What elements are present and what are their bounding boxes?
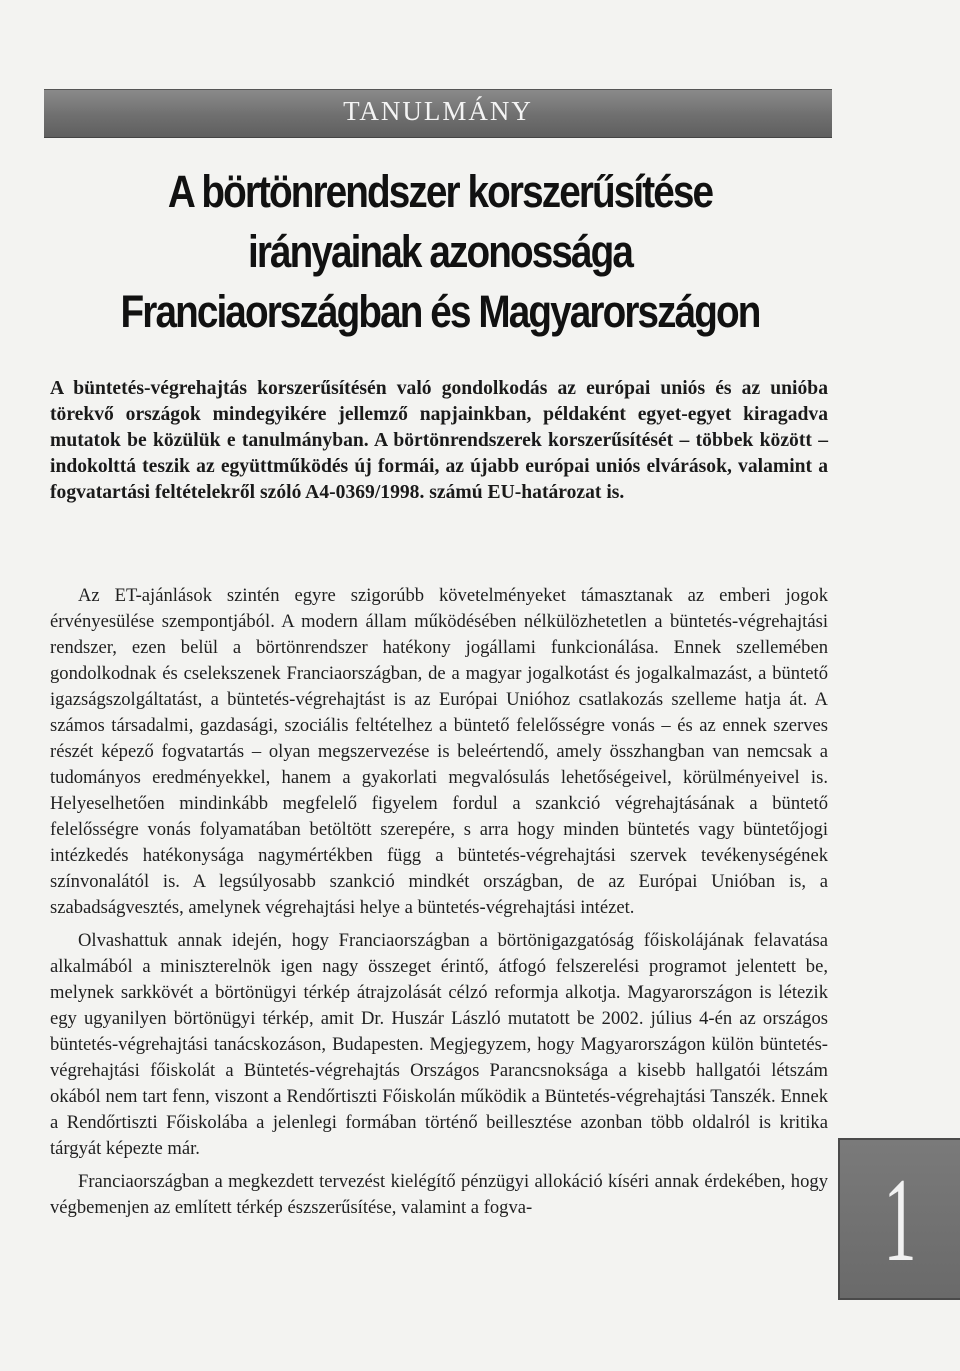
title-line-1: A börtönrendszer korszerűsítése [167,166,713,217]
title-line-2: irányainak azonossága [247,226,632,277]
body-paragraph-2: Olvashattuk annak idején, hogy Franciaországban a börtönigazgatóság főiskolájának felavatása alkalmából a miniszterelnök igen nagy összeget érintő, átfogó felszerelési programot jelentett be, melynek sarkkövét a börtönügyi térkép átrajzolását célzó reformja alkotja. Magyarországon is létezik egy ugyanilyen börtönügyi térkép, amit Dr. Huszár László mutatott be 2002. július 4-én az országos büntetés-végrehajtási tanácskozáson, Budapesten. Megjegyzem, hogy Magyarországon külön büntetés-végrehajtási főiskolát a Büntetés-végrehajtás Országos Parancsnoksága a kisebb hallgatói létszám okából nem tart fenn, viszont a Rendőrtiszti Főiskolán működik a Büntetés-végrehajtási Tanszék. Ennek a Rendőrtiszti Főiskolába a jelenlegi formában történő beillesztése azonban több oldalról is kritika tárgyát képezte már. [50,930,828,1159]
section-label: TANULMÁNY [343,96,533,126]
title-line-3: Franciaországban és Magyarországon [120,286,760,337]
article-body [50,583,828,1221]
body-paragraph-3: Franciaországban a megkezdett tervezést kielégítő pénzügyi allokáció kíséri annak érdekében, hogy végbemenjen az említett térkép észszerűsítése, valamint a fogva- [50,1171,828,1218]
chapter-tab [838,1138,960,1300]
article-title [96,162,784,342]
body-paragraph-1: Az ET-ajánlások szintén egyre szigorúbb követelményeket támasztanak az emberi jogok érvényesülése szempontjából. A modern állam működésében nélkülözhetetlen a büntetés-végrehajtási rendszer, ezen belül a börtönrendszer hatékony jogállami funkcionálása. Ennek szellemében gondolkodnak és cselekszenek Franciaországban, de a magyar jogalkotást és jogalkalmazást, a büntető igazságszolgáltatást, a büntetés-végrehajtást is az Európai Unióhoz csatlakozás szelleme hatja át. A számos társadalmi, gazdasági, szociális feltételhez a büntető felelősségre vonás – és az ennek szerves részét képező fogvatartás – olyan megszervezése is beleértendő, amely összhangban van nemcsak a tudományos eredményekkel, hanem a gyakorlati megvalósulás lehetőségeivel, körülményeivel is. Helyeselhetően mindinkább megfelelő figyelem fordul a szankció végrehajtásának a büntető felelősségre vonás folyamatában betöltött szerepére, s arra hogy minden büntetés vagy büntetőjogi intézkedés hatékonysága nagymértékben függ a büntetés-végrehajtási szervek tevékenységének színvonalától is. A legsúlyosabb szankció mindkét országban, de az Európai Unióban is, a szabadságvesztés, amelynek végrehajtási helye a büntetés-végrehajtási intézet. [50,585,828,918]
chapter-number: 1 [883,1153,917,1286]
section-banner [44,89,832,138]
lead-paragraph: A büntetés-végrehajtás korszerűsítésén való gondolkodás az európai uniós és az unióba törekvő országok mindegyikére jellemző napjainkban, példaként egyet-egyet kiragadva mutatok be közülük e tanulmányban. A börtönrendszerek korszerűsítését – többek között – indokolttá teszik az együttműködés új formái, az újabb európai uniós elvárások, valamint a fogvatartási feltételekről szóló A4-0369/1998. számú EU-határozat is. [50,378,828,503]
